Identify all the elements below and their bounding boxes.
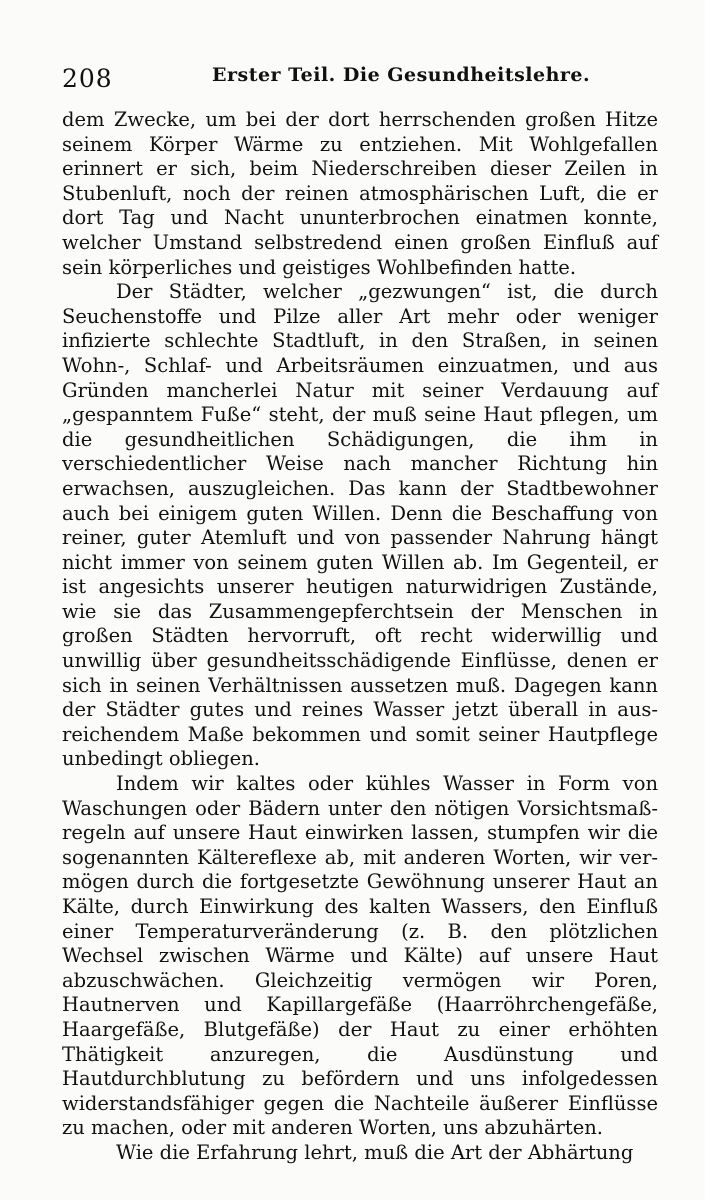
paragraph-continued: dem Zwecke, um bei der dort herrschenden großen Hitze seinem Körper Wärme zu entziehen. Mit Wohlgefallen erinnert er sich, beim Niederschreiben dieser Zeilen in Stubenluft, noch der reinen atmosphärischen Luft, die er dort Tag und Nacht ununterbrochen einatmen konnte, welcher Umstand selbstredend einen großen Einfluß auf sein körperliches und geistiges Wohlbefinden hatte. [62, 108, 658, 279]
page-header [62, 58, 658, 92]
running-title: Erster Teil. Die Gesundheitslehre. [212, 64, 591, 86]
page-number: 208 [62, 64, 113, 93]
paragraph-kaltes-wasser: Indem wir kaltes oder kühles Wasser in Form von Waschungen oder Bädern unter den nötigen Vorsichtsmaßregeln auf unsere Haut einwirken lassen, stumpfen wir die sogenannten Kältereflexe ab, mit anderen Worten, wir vermögen durch die fortgesetzte Gewöhnung unserer Haut an Kälte, durch Einwirkung des kalten Wassers, den Einfluß einer Temperaturveränderung (z. B. den plötzlichen Wechsel zwischen Wärme und Kälte) auf unsere Haut abzuschwächen. Gleichzeitig vermögen wir Poren, Hautnerven und Kapillargefäße (Haarröhrchengefäße, Haargefäße, Blutgefäße) der Haut zu einer erhöhten Thätigkeit anzuregen, die Ausdünstung und Hautdurchblutung zu befördern und uns infolgedessen widerstandsfähiger gegen die Nachteile äußerer Einflüsse zu machen, oder mit anderen Worten, uns abzuhärten. [62, 772, 658, 1140]
paragraph-staedter: Der Städter, welcher „gezwungen“ ist, die durch Seuchenstoffe und Pilze aller Art mehr oder weniger infizierte schlechte Stadtluft, in den Straßen, in seinen Wohn-, Schlaf- und Arbeitsräumen einzuatmen, und aus Gründen mancherlei Natur mit seiner Verdauung auf „gespanntem Fuße“ steht, der muß seine Haut pflegen, um die gesundheitlichen Schädigungen, die ihm in verschiedentlicher Weise nach mancher Richtung hin erwachsen, auszugleichen. Das kann der Stadtbewohner auch bei einigem guten Willen. Denn die Beschaffung von reiner, guter Atemluft und von passender Nahrung hängt nicht immer von seinem guten Willen ab. Im Gegenteil, er ist angesichts unserer heutigen naturwidrigen Zustände, wie sie das Zusammengepferchtsein der Menschen in großen Städten hervorruft, oft recht widerwillig und unwillig über gesundheitsschädigende Einflüsse, denen er sich in seinen Verhältnissen aussetzen muß. Dagegen kann der Städter gutes und reines Wasser jetzt überall in ausreichendem Maße bekommen und somit seiner Hautpflege unbedingt obliegen. [62, 280, 658, 771]
body-text [62, 108, 658, 1166]
paragraph-abhaertung: Wie die Erfahrung lehrt, muß die Art der Abhärtung [116, 1140, 634, 1164]
